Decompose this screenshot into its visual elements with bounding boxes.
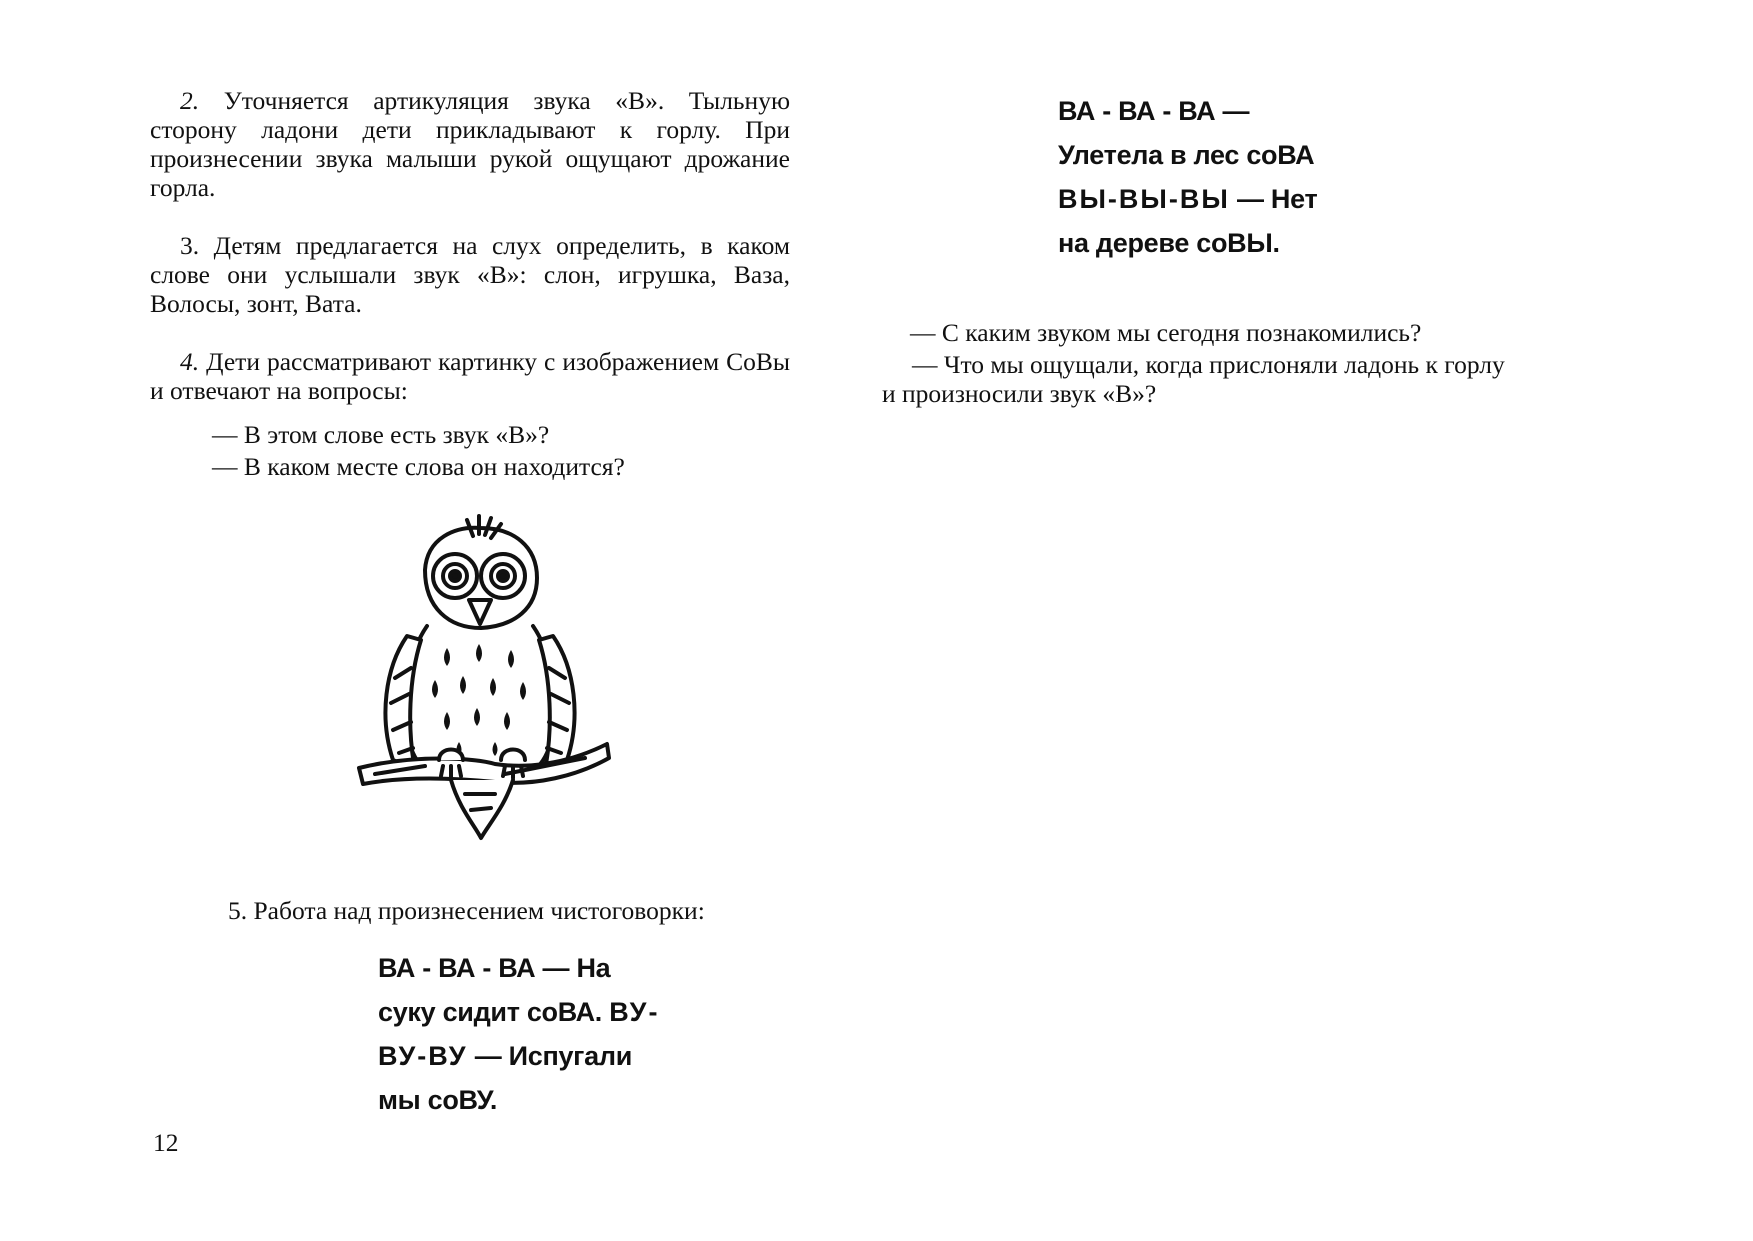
question-what-felt xyxy=(882,350,1522,408)
verse-left-line-3 xyxy=(378,1034,659,1078)
item-2-text: Уточняется артикуляция звука «В». Тыльную сторону ладони дети прикладывают к горлу. При произнесении звука малыши рукой ощущают дрожание горла. xyxy=(150,86,790,202)
paragraph-item-4 xyxy=(150,347,790,405)
item-2-number: 2. xyxy=(180,86,200,115)
question-which-sound: — С каким звуком мы сегодня познакомились? xyxy=(910,318,1422,347)
page-number: 12 xyxy=(153,1128,179,1157)
verse-right-line-3b: — Нет xyxy=(1229,184,1318,214)
verse-left-line-2a: суку сидит соВА. xyxy=(378,997,610,1027)
paragraph-item-2 xyxy=(150,86,790,202)
question-sound-position: — В каком месте слова он находится? xyxy=(212,452,625,481)
tongue-twister-left xyxy=(378,946,659,1122)
tongue-twister-right xyxy=(1058,89,1317,265)
owl-on-branch-drawing xyxy=(355,508,615,848)
verse-right-line-2: Улетела в лес соВА xyxy=(1058,140,1315,170)
verse-right-line-3 xyxy=(1058,177,1317,221)
verse-left-line-2b: ВУ- xyxy=(609,997,660,1027)
verse-right-line-4: на дереве соВЫ. xyxy=(1058,228,1280,258)
verse-right-line-1: ВА - ВА - ВА — xyxy=(1058,96,1250,126)
paragraph-item-3 xyxy=(150,231,790,318)
verse-left-line-3a: ВУ-ВУ xyxy=(378,1041,468,1071)
item-3-text: 3. Детям предлагается на слух определить, в каком слове они услышали звук «В»: слон, игрушка, Ваза, Волосы, зонт, Вата. xyxy=(150,231,790,318)
verse-left-line-3b: — Испугали xyxy=(467,1041,632,1071)
verse-right-line-3a: ВЫ-ВЫ-ВЫ xyxy=(1058,184,1230,214)
item-5-text: 5. Работа над произнесением чистоговорки: xyxy=(228,896,705,925)
question-what-felt-text: — Что мы ощущали, когда прислоняли ладонь к горлу и произносили звук «В»? xyxy=(882,350,1505,408)
verse-left-line-2 xyxy=(378,990,659,1034)
question-sound-in-word: — В этом слове есть звук «В»? xyxy=(212,420,550,449)
verse-left-line-1: ВА - ВА - ВА — На xyxy=(378,953,611,983)
item-4-number: 4. xyxy=(180,347,200,376)
item-4-text: Дети рассматривают картинку с изображением СоВы и отвечают на вопросы: xyxy=(150,347,791,405)
verse-left-line-4: мы соВУ. xyxy=(378,1085,498,1115)
